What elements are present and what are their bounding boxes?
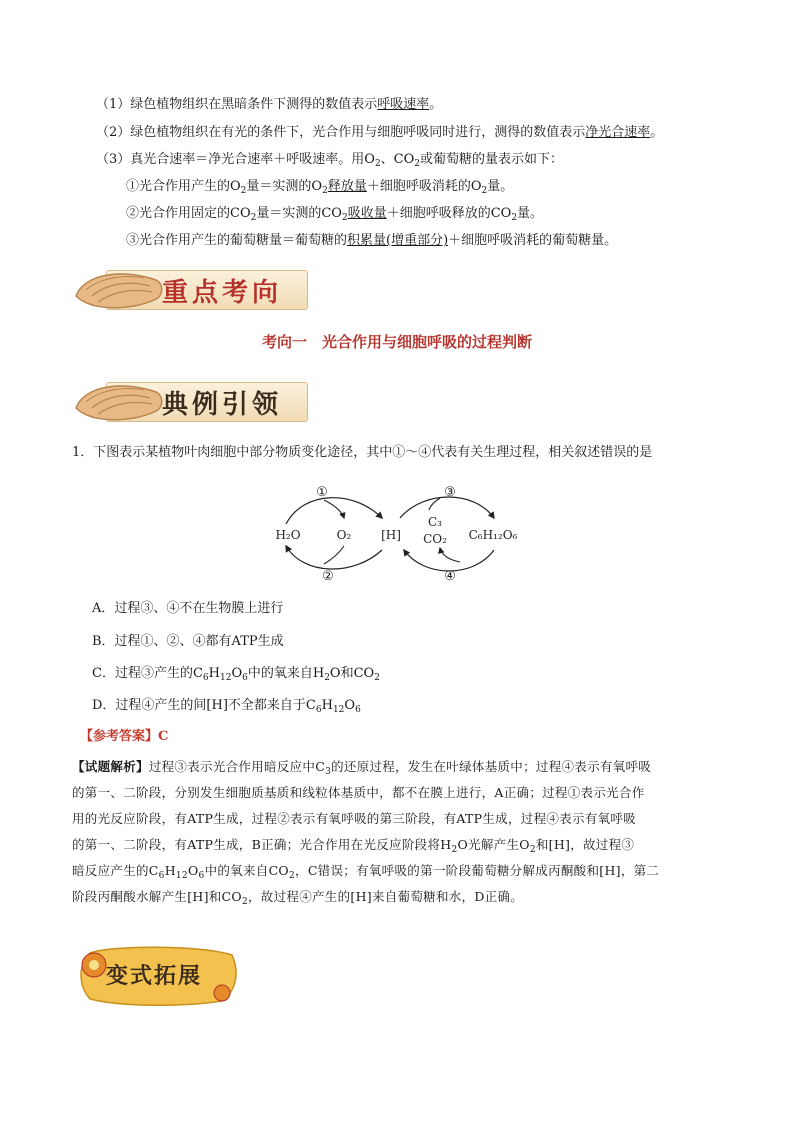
label-process-1: ①: [316, 485, 328, 500]
banner-example: [72, 378, 312, 424]
banner-key-points-text: 重点考向: [162, 278, 283, 308]
note-2-underline: 净光合速率: [585, 125, 651, 140]
label-c3: C₃: [428, 515, 442, 529]
note-1-underline: 呼吸速率: [377, 97, 430, 112]
arrow-process-3: [400, 497, 494, 518]
answer: [80, 728, 168, 746]
option-d: D．过程④产生的间[H]不全都来自于$C_6H_{12}O_6$: [92, 698, 361, 715]
note-3: （3）真光合速率＝净光合速率＋呼吸速率。用$O_2$、$CO_2$或葡萄糖的量表示如下：: [96, 152, 564, 169]
note-3-item-3: ③光合作用产生的葡萄糖量＝葡萄糖的积累量(增重部分)＋细胞呼吸消耗的葡萄糖量。: [126, 233, 618, 248]
label-o2: O₂: [336, 528, 352, 542]
note-2: （2）绿色植物组织在有光的条件下，光合作用与细胞呼吸同时进行，测得的数值表示净光合速率。: [96, 125, 664, 140]
arrow-process-4: [404, 550, 494, 571]
banner-key-points: [72, 266, 312, 312]
banner-variant-text: 变式拓展: [106, 964, 203, 989]
arrow-process-2-branch: [324, 546, 344, 564]
label-co2: CO₂: [423, 532, 447, 546]
label-process-4: ④: [444, 569, 456, 584]
shell-icon: [72, 378, 168, 426]
question-stem: 1．下图表示某植物叶肉细胞中部分物质变化途径，其中①～④代表有关生理过程，相关叙述错误的是: [72, 445, 653, 460]
banner-variant: [72, 943, 240, 1007]
label-process-2: ②: [322, 569, 334, 584]
answer-value: C: [158, 729, 169, 744]
note-1: （1）绿色植物组织在黑暗条件下测得的数值表示呼吸速率。: [96, 97, 443, 112]
label-h: [H]: [381, 528, 401, 542]
note-3-item-1: ①光合作用产生的$O_2$量＝实测的$O_2$释放量＋细胞呼吸消耗的$O_2$量。: [126, 179, 514, 196]
label-glucose: C₆H₁₂O₆: [468, 528, 518, 542]
label-h2o: H₂O: [275, 528, 301, 542]
arrow-process-4-branch: [440, 548, 460, 562]
option-c: C．过程③产生的$C_6H_{12}O_6$中的氧来自$H_2O$和$CO_2$: [92, 666, 380, 683]
arrow-process-1-branch: [324, 500, 344, 518]
option-b: B．过程①、②、④都有ATP生成: [92, 634, 284, 649]
option-a: A．过程③、④不在生物膜上进行: [92, 601, 284, 616]
arrow-process-1: [286, 498, 382, 524]
note-3-item-2: ②光合作用固定的$CO_2$量＝实测的$CO_2$吸收量＋细胞呼吸释放的$CO_2$量。: [126, 206, 544, 223]
analysis: 【试题解析】过程③表示光合作用暗反应中$C_3$的还原过程，发生在叶绿体基质中；过程④表示有氧呼吸 的第一、二阶段，分别发生细胞质基质和线粒体基质中，都不在膜上进行，A正确；过程①表示光合作 用的光反应阶段，有ATP生成，过程②表示有氧呼吸的第三阶段，有ATP生成，过程④表示有氧呼吸 的第一、二阶段，有ATP生成，B正确；光合作用在光反应阶段将$H_2O$光解产生$O_2$和[H]，故过程③ 暗反应产生的$C_6H_{12}O_6$中的氧来自$CO_2$，C错误；有氧呼吸的第一阶段葡萄糖分解成丙酮酸和[H]，第二 阶段丙酮酸水解产生[H]和$CO_2$，故过程④产生的[H]来自葡萄糖和水，D正确。: [72, 759, 660, 907]
answer-label: 【参考答案】: [80, 729, 159, 744]
label-process-3: ③: [444, 485, 456, 500]
process-diagram: [264, 480, 534, 586]
shell-icon: [72, 266, 168, 314]
section-title: 考向一 光合作用与细胞呼吸的过程判断: [261, 333, 532, 351]
analysis-label: 【试题解析】: [72, 759, 149, 774]
banner-example-text: 典例引领: [162, 390, 283, 420]
